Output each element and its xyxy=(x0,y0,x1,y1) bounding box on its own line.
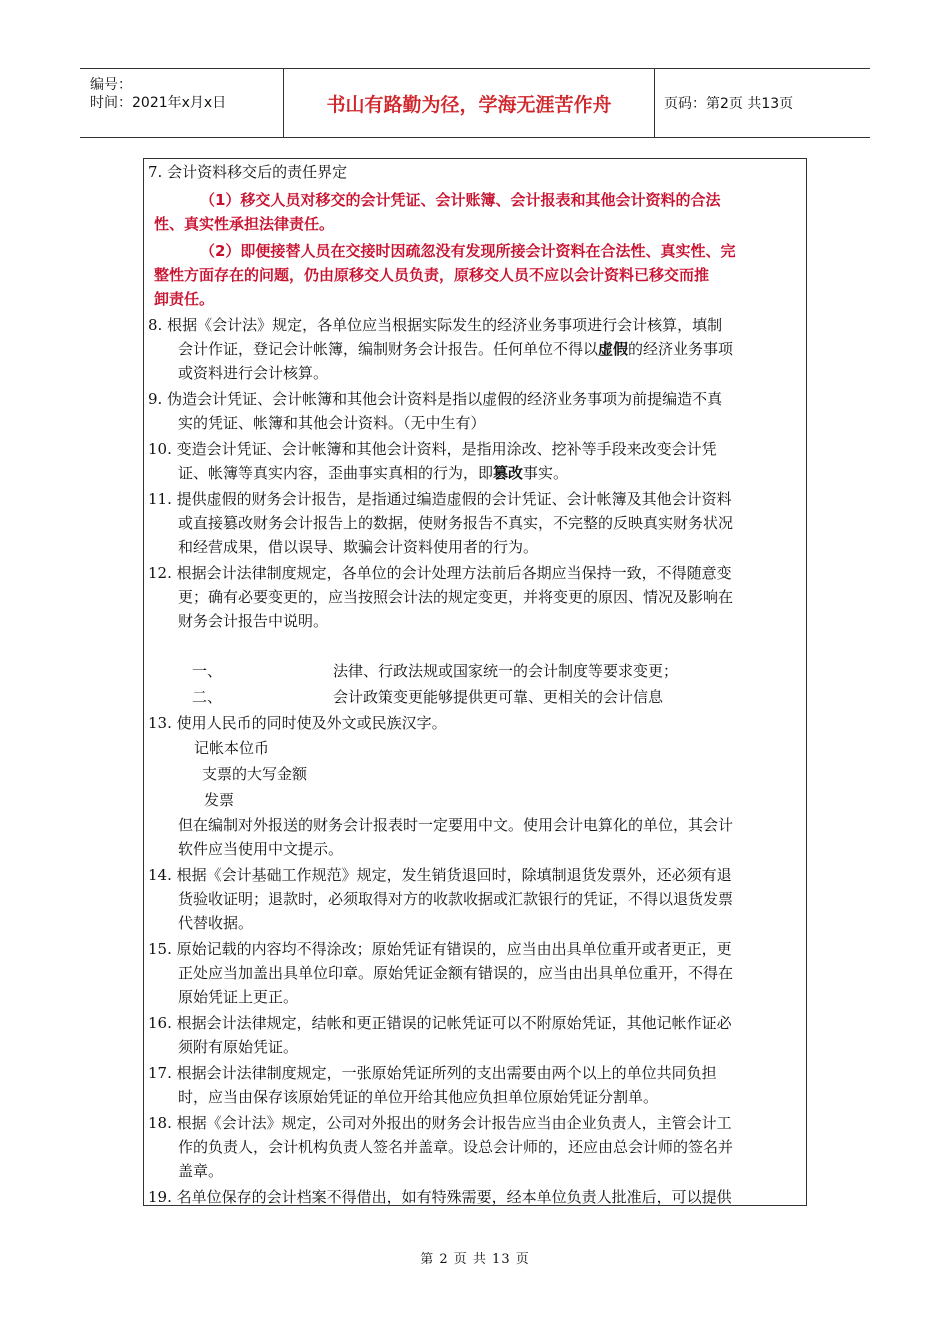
text-line: 作的负责人，会计机构负责人签名并盖章。设总会计师的，还应由总会计师的签名并 xyxy=(178,1138,734,1156)
text-line: 性、真实性承担法律责任。 xyxy=(154,215,335,233)
page-footer: 第 2 页 共 13 页 xyxy=(420,1252,530,1267)
text-line: 11. 提供虚假的财务会计报告，是指通过编造虚假的会计凭证、会计帐簿及其他会计资料 xyxy=(148,490,732,508)
text-line: 会计政策变更能够提供更可靠、更相关的会计信息 xyxy=(333,688,664,706)
emphasis-text: 虚假 xyxy=(598,340,629,358)
text-line: 和经营成果，借以误导、欺骗会计资料使用者的行为。 xyxy=(178,538,539,556)
text-line: 记帐本位币 xyxy=(194,739,270,757)
text-line: 或资料进行会计核算。 xyxy=(178,364,329,382)
text-line: 但在编制对外报送的财务会计报表时一定要用中文。使用会计电算化的单位，其会计 xyxy=(178,816,734,834)
text-line: 8. 根据《会计法》规定，各单位应当根据实际发生的经济业务事项进行会计核算，填制 xyxy=(148,316,723,334)
text-line: 证、帐簿等真实内容，歪曲事实真相的行为，即篡改事实。 xyxy=(178,464,569,482)
text-line: （2）即便接替人员在交接时因疏忽没有发现所接会计资料在合法性、真实性、完 xyxy=(200,242,736,260)
header-meta xyxy=(80,69,283,137)
emphasis-text: 篡改 xyxy=(493,464,524,482)
text-line: 卸责任。 xyxy=(154,290,215,308)
text-line: 发票 xyxy=(204,791,235,809)
page-header xyxy=(80,68,870,138)
text-line: 会计作证，登记会计帐簿，编制财务会计报告。任何单位不得以虚假的经济业务事项 xyxy=(178,340,734,358)
text-line: 一、 xyxy=(192,662,223,680)
text-line: 盖章。 xyxy=(178,1162,224,1180)
text-line: 15. 原始记载的内容均不得涂改；原始凭证有错误的，应当由出具单位重开或者更正，更 xyxy=(148,940,732,958)
page-info: 页码：第2页 共13页 xyxy=(664,96,794,112)
text-line: 支票的大写金额 xyxy=(202,765,308,783)
text-line: 货验收证明；退款时，必须取得对方的收款收据或汇款银行的凭证，不得以退货发票 xyxy=(178,890,734,908)
text-line: 法律、行政法规或国家统一的会计制度等要求变更； xyxy=(333,662,679,680)
text-line: （1）移交人员对移交的会计凭证、会计账簿、会计报表和其他会计资料的合法 xyxy=(200,191,721,209)
header-motto xyxy=(283,69,655,137)
number-label: 编号： xyxy=(90,77,132,93)
text-line: 7. 会计资料移交后的责任界定 xyxy=(148,163,348,181)
text-line: 18. 根据《会计法》规定，公司对外报出的财务会计报告应当由企业负责人，主管会计工 xyxy=(148,1114,732,1132)
text-line: 财务会计报告中说明。 xyxy=(178,612,329,630)
text-line: 13. 使用人民币的同时使及外文或民族汉字。 xyxy=(148,714,447,732)
text-line: 14. 根据《会计基础工作规范》规定，发生销货退回时，除填制退货发票外，还必须有退 xyxy=(148,866,732,884)
text-line: 10. 变造会计凭证、会计帐簿和其他会计资料，是指用涂改、挖补等手段来改变会计凭 xyxy=(148,440,717,458)
text-line: 实的凭证、帐簿和其他会计资料。（无中生有） xyxy=(178,414,486,432)
text-line: 软件应当使用中文提示。 xyxy=(178,840,344,858)
text-line: 原始凭证上更正。 xyxy=(178,988,299,1006)
text-line: 代替收据。 xyxy=(178,914,254,932)
text-line: 时，应当由保存该原始凭证的单位开给其他应负担单位原始凭证分割单。 xyxy=(178,1088,659,1106)
text-line: 整性方面存在的问题，仍由原移交人员负责，原移交人员不应以会计资料已移交而推 xyxy=(154,266,710,284)
text-line: 或直接篡改财务会计报告上的数据，使财务报告不真实，不完整的反映真实财务状况 xyxy=(178,514,734,532)
text-line: 16. 根据会计法律规定，结帐和更正错误的记帐凭证可以不附原始凭证，其他记帐作证必 xyxy=(148,1014,732,1032)
time-label: 时间：2021年x月x日 xyxy=(90,95,227,111)
text-line: 正处应当加盖出具单位印章。原始凭证金额有错误的，应当由出具单位重开，不得在 xyxy=(178,964,734,982)
content-lines xyxy=(148,160,802,1205)
text-line: 17. 根据会计法律制度规定，一张原始凭证所列的支出需要由两个以上的单位共同负担 xyxy=(148,1064,717,1082)
content-box xyxy=(143,158,807,1206)
text-line: 更；确有必要变更的，应当按照会计法的规定变更，并将变更的原因、情况及影响在 xyxy=(178,588,734,606)
text-line: 9. 伪造会计凭证、会计帐簿和其他会计资料是指以虚假的经济业务事项为前提编造不真 xyxy=(148,390,723,408)
text-line: 须附有原始凭证。 xyxy=(178,1038,299,1056)
text-line: 二、 xyxy=(192,688,223,706)
text-line: 12. 根据会计法律制度规定，各单位的会计处理方法前后各期应当保持一致，不得随意变 xyxy=(148,564,732,582)
motto-text: 书山有路勤为径，学海无涯苦作舟 xyxy=(326,93,612,116)
text-line: 19. 名单位保存的会计档案不得借出，如有特殊需要，经本单位负责人批准后，可以提供 xyxy=(148,1188,732,1206)
